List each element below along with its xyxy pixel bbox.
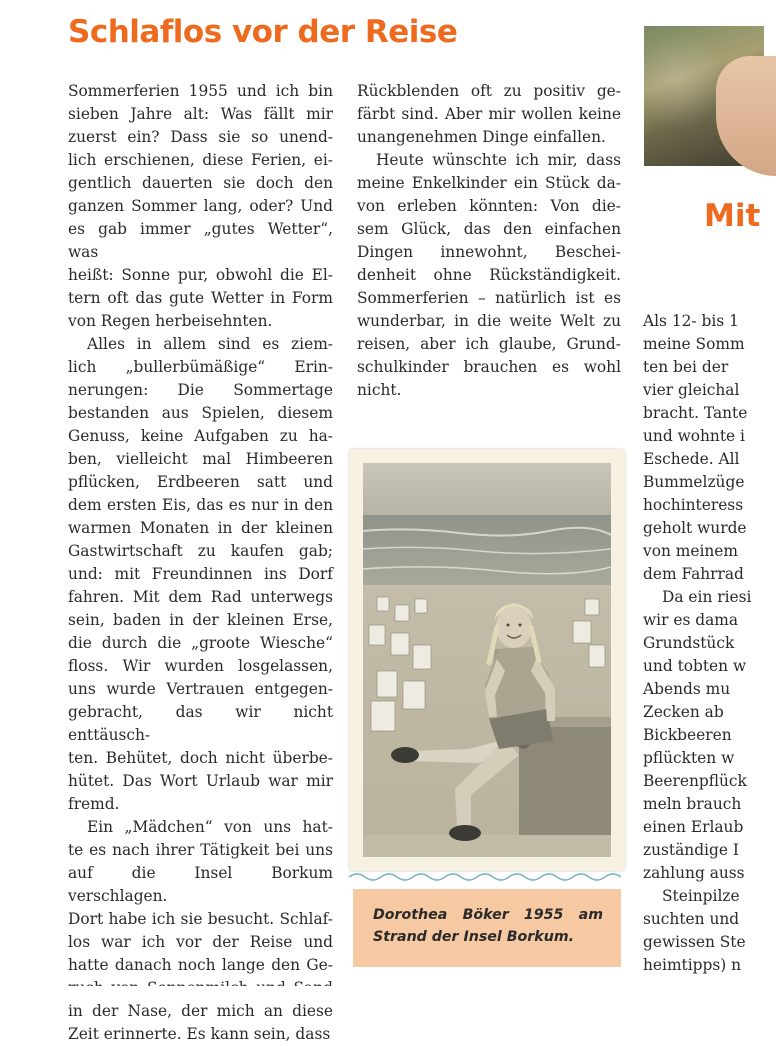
text-line: sieben Jahre alt: Was fällt mir (68, 105, 333, 123)
text-line: auf die Insel Borkum verschlagen. (68, 864, 333, 905)
text-line: in der Nase, der mich an diese (68, 1002, 333, 1020)
photo-caption: Dorothea Böker 1955 am Strand der Insel Borkum. (373, 907, 603, 945)
text-line: nicht. (357, 381, 402, 399)
text-line: bestanden aus Spielen, diesem (68, 404, 333, 422)
text-line: ganzen Sommer lang, oder? Und (68, 197, 333, 215)
text-line: Eschede. All (643, 450, 740, 468)
text-line: es gab immer „gutes Wetter“, was (68, 220, 333, 261)
decorative-photo-top-right (644, 26, 764, 166)
text-line: Ein „Mädchen“ von uns hat- (87, 818, 333, 836)
torn-page-edge (0, 986, 750, 1000)
text-line: gewissen Ste (643, 933, 746, 951)
text-line: denheit ohne Rückständigkeit. (357, 266, 621, 284)
text-line: ten bei der (643, 358, 729, 376)
text-line: Beerenpflück (643, 772, 747, 790)
text-line: pflücken, Erdbeeren satt und (68, 473, 333, 491)
text-line: meln brauch (643, 795, 742, 813)
text-line: zuständige I (643, 841, 739, 859)
text-line: Sommerferien 1955 und ich bin (68, 82, 333, 100)
text-line: uns wurde Vertrauen entgegen- (68, 680, 333, 698)
text-line: die durch die „groote Wiesche“ (68, 634, 333, 652)
text-line: von Regen herbeisehnten. (68, 312, 273, 330)
text-line: unangenehmen Dinge einfallen. (357, 128, 606, 146)
text-line: dem Fahrrad (643, 565, 744, 583)
text-line: hochinteress (643, 496, 744, 514)
vintage-photo (349, 449, 625, 871)
photo-caption-box (353, 889, 621, 967)
text-line: nerungen: Die Sommertage (68, 381, 333, 399)
text-line: fahren. Mit dem Rad unterwegs (68, 588, 333, 606)
text-line: wunderbar, in die weite Welt zu (357, 312, 621, 330)
text-line: und wohnte i (643, 427, 745, 445)
text-line: wir es dama (643, 611, 739, 629)
text-column-1 (68, 80, 333, 1046)
text-line: heißt: Sonne pur, obwohl die El- (68, 266, 333, 284)
text-line: lich erschienen, diese Ferien, ei- (68, 151, 333, 169)
text-line: und: mit Freundinnen ins Dorf (68, 565, 333, 583)
text-line: Abends mu (643, 680, 731, 698)
text-column-3 (643, 310, 773, 977)
text-line: te es nach ihrer Tätigkeit bei uns (68, 841, 333, 859)
text-line: Als 12- bis 1 (643, 312, 739, 330)
text-line: hatte danach noch lange den Ge- (68, 956, 333, 974)
text-line: Bickbeeren (643, 726, 732, 744)
text-line: Alles in allem sind es ziem- (87, 335, 333, 353)
text-line: Dingen innewohnt, Beschei- (357, 243, 621, 261)
text-line: und tobten w (643, 657, 747, 675)
text-line: ten. Behütet, doch nicht überbe- (68, 749, 333, 767)
text-line: pflückten w (643, 749, 735, 767)
text-line: Rückblenden oft zu positiv ge- (357, 82, 621, 100)
text-line: lich „bullerbümäßige“ Erin- (68, 358, 333, 376)
text-line: Heute wünschte ich mir, dass (376, 151, 621, 169)
text-line: zuerst ein? Dass sie so unend- (68, 128, 333, 146)
text-line: ben, vielleicht mal Himbeeren (68, 450, 333, 468)
text-line: schulkinder brauchen es wohl (357, 358, 621, 376)
text-line: Bummelzüge (643, 473, 745, 491)
text-line: suchten und (643, 910, 740, 928)
text-line: reisen, aber ich glaube, Grund- (357, 335, 621, 353)
text-line: meine Enkelkinder ein Stück da- (357, 174, 621, 192)
text-line: gebracht, das wir nicht enttäusch- (68, 703, 333, 744)
text-line: färbt sind. Aber mir wollen keine (357, 105, 621, 123)
text-line: hütet. Das Wort Urlaub war mir (68, 772, 333, 790)
text-line: meine Somm (643, 335, 745, 353)
text-line: fremd. (68, 795, 120, 813)
text-line: heimtipps) n (643, 956, 742, 974)
text-line: Sommerferien – natürlich ist es (357, 289, 621, 307)
text-line: von erleben könnten: Von die- (357, 197, 621, 215)
article-headline: Schlaflos vor der Reise (68, 14, 458, 50)
text-line: bracht. Tante (643, 404, 748, 422)
text-line: Zeit erinnerte. Es kann sein, dass (68, 1025, 331, 1043)
text-line: Steinpilze (662, 887, 740, 905)
text-line: warmen Monaten in der kleinen (68, 519, 333, 537)
text-line: gentlich dauerten sie doch den (68, 174, 333, 192)
text-line: floss. Wir wurden losgelassen, (68, 657, 333, 675)
text-line: sem Glück, das den einfachen (357, 220, 621, 238)
beach-photo-illustration (349, 449, 625, 871)
wave-divider (349, 870, 625, 884)
text-line: Genuss, keine Aufgaben zu ha- (68, 427, 333, 445)
text-line: Grundstück (643, 634, 735, 652)
text-line: einen Erlaub (643, 818, 744, 836)
text-line: von meinem (643, 542, 739, 560)
text-line: geholt wurde (643, 519, 747, 537)
text-line: Gastwirtschaft zu kaufen gab; (68, 542, 333, 560)
second-article-headline: Mit (704, 198, 761, 234)
text-line: Da ein riesi (662, 588, 752, 606)
text-line: zahlung auss (643, 864, 745, 882)
text-column-2 (357, 80, 621, 402)
text-line: los war ich vor der Reise und (68, 933, 333, 951)
text-line: Dort habe ich sie besucht. Schlaf- (68, 910, 333, 928)
text-line: vier gleichal (643, 381, 740, 399)
text-line: dem ersten Eis, das es nur in den (68, 496, 333, 514)
text-line: sein, baden in der kleinen Erse, (68, 611, 333, 629)
text-line: tern oft das gute Wetter in Form (68, 289, 333, 307)
text-line: Zecken ab (643, 703, 724, 721)
